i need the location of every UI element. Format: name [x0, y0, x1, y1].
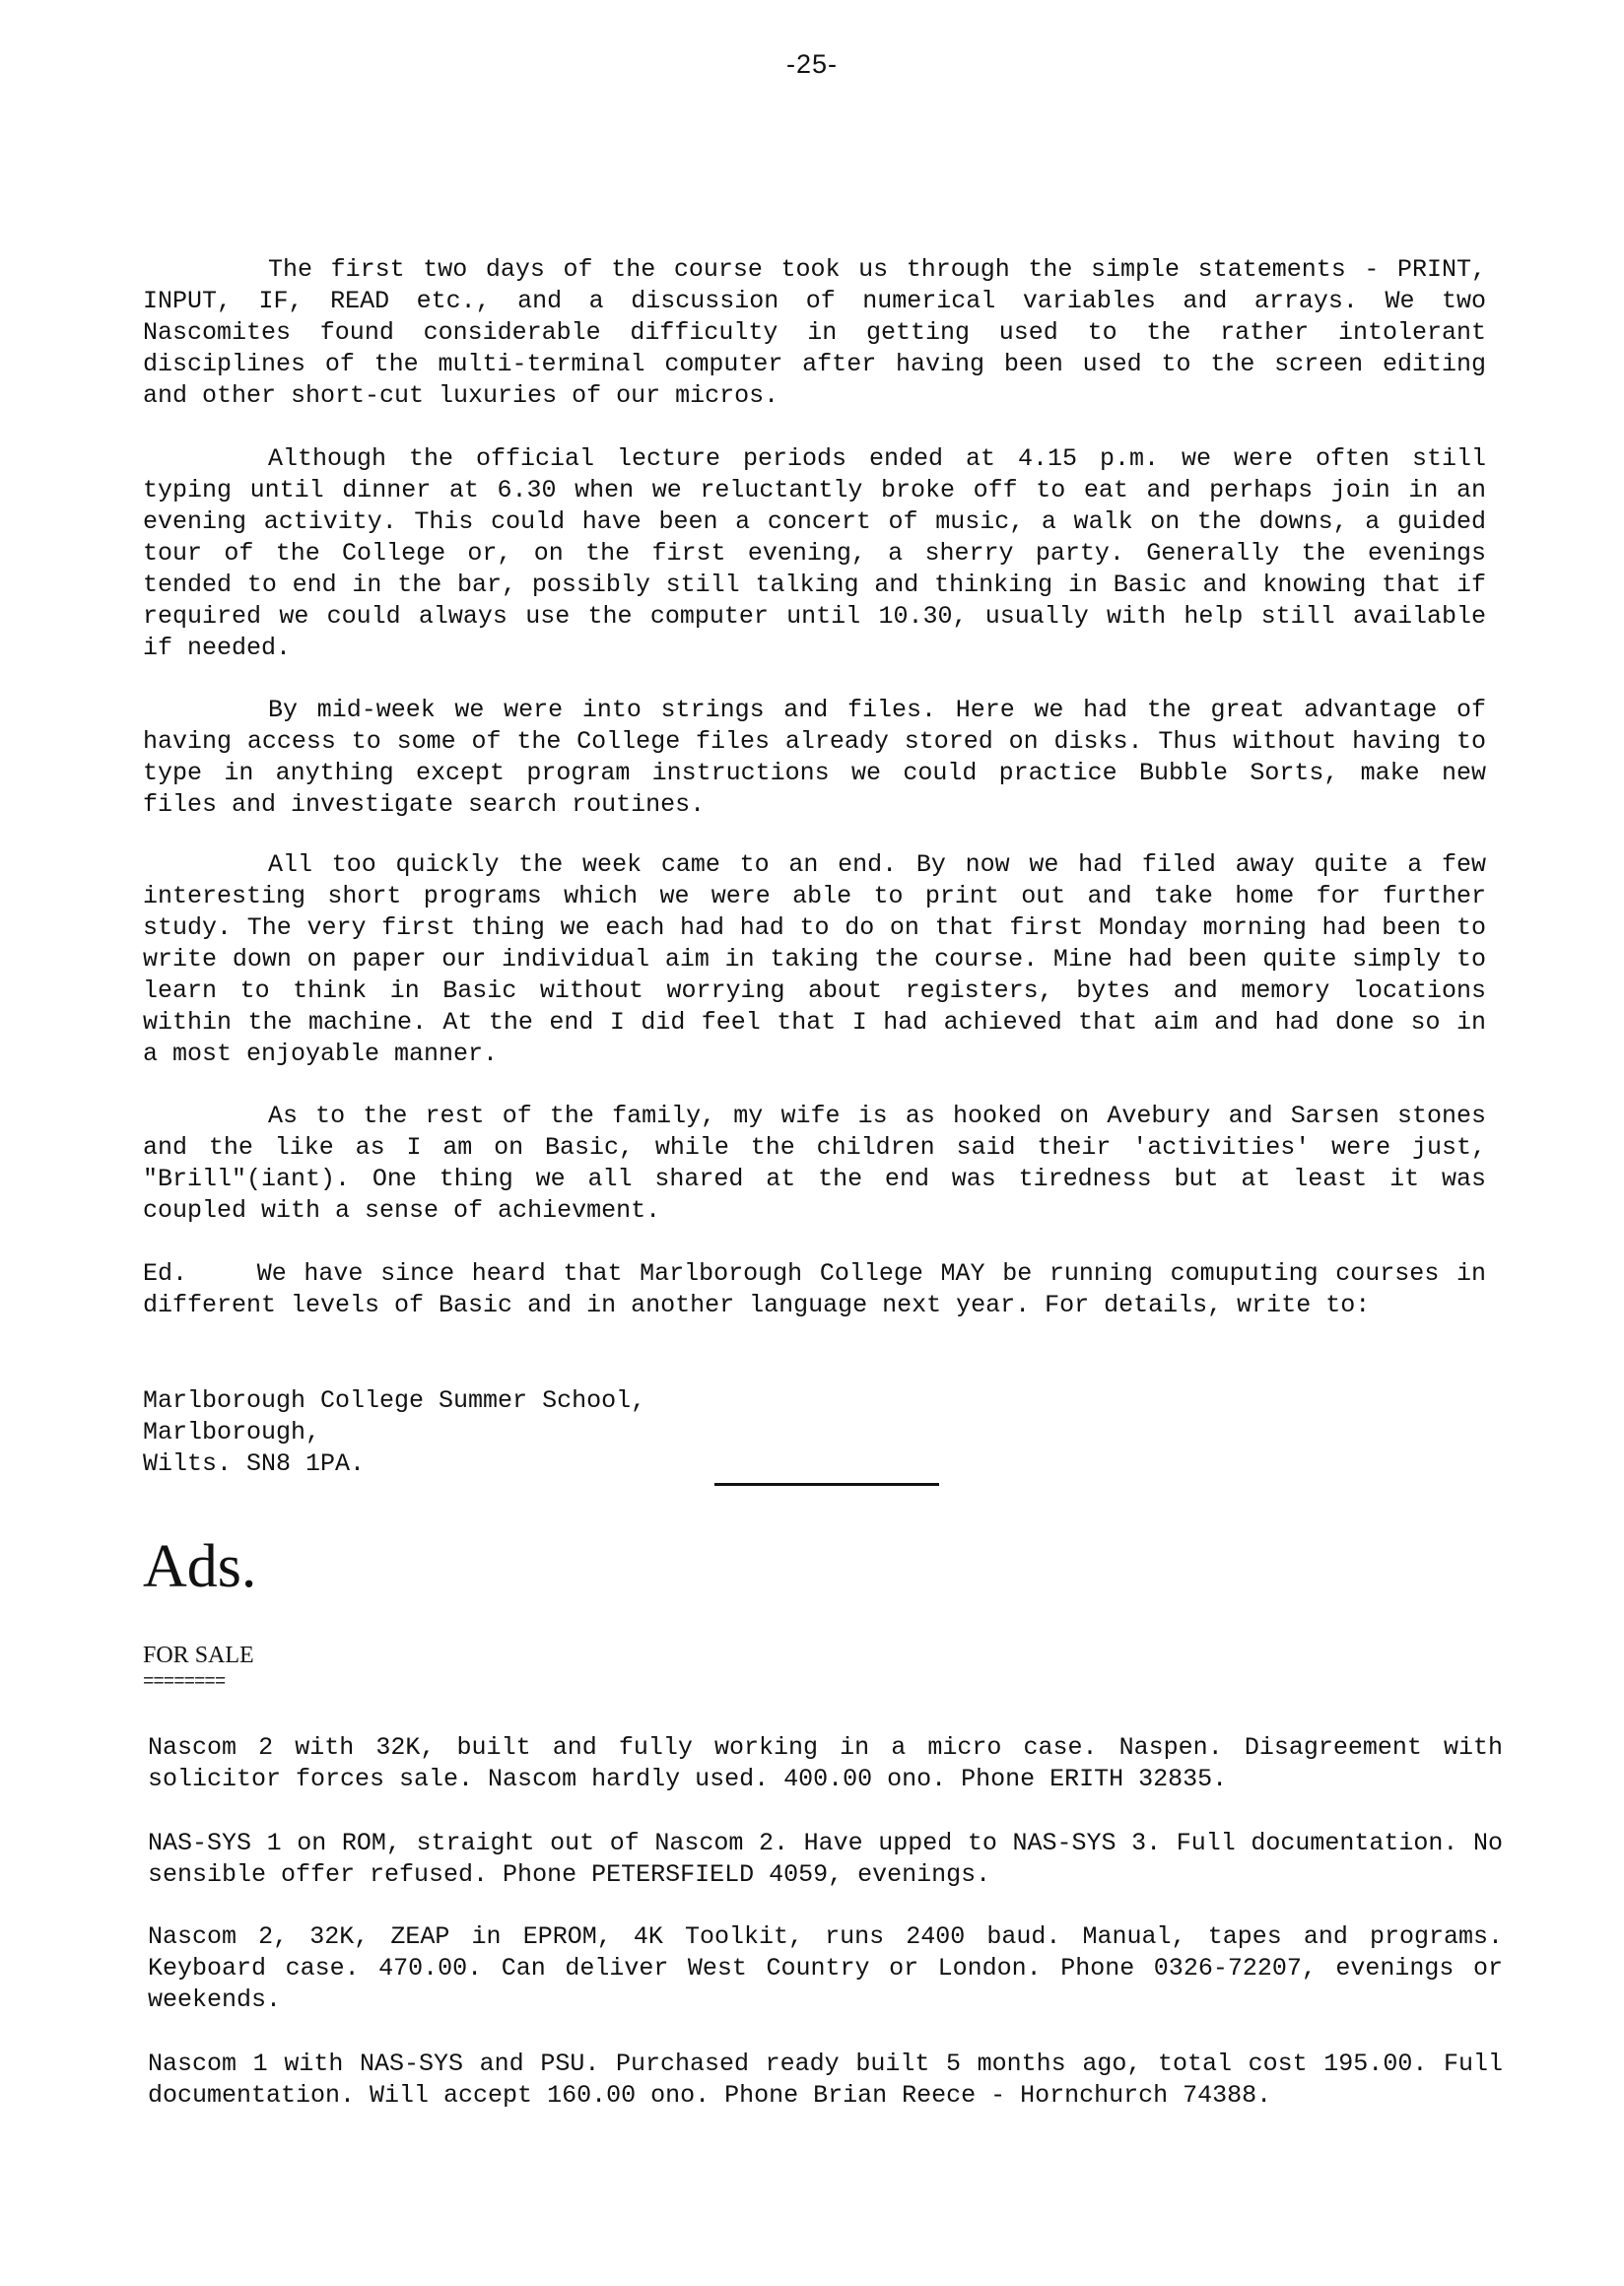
- editor-note: Ed. We have since heard that Marlborough College MAY be running comuputing courses in different levels of Basic and in another language next year. For details, write to:: [143, 1259, 1502, 1319]
- section-divider: [714, 1483, 939, 1486]
- page-number: -25-: [785, 49, 838, 79]
- ad-item-2: NAS-SYS 1 on ROM, straight out of Nascom 2. Have upped to NAS-SYS 3. Full documentation. No sensible offer refused. Phone PETERSFIELD 4059, evenings.: [148, 1829, 1503, 1889]
- address-line-2: Marlborough,: [143, 1418, 321, 1446]
- article-paragraph-2: Although the official lecture periods ended at 4.15 p.m. we were often still typing until dinner at 6.30 when we reluctantly broke off to eat and perhaps join in an evening activity. This could have been a concert of music, a walk on the downs, a guided tour of the College or, on the first evening, a sherry party. Generally the evenings tended to end in the bar, possibly still talking and thinking in Basic and knowing that if required we could always use the computer until 10.30, usually with help still available if needed.: [143, 444, 1486, 662]
- ad-item-4: Nascom 1 with NAS-SYS and PSU. Purchased ready built 5 months ago, total cost 195.00. Full documentation. Will accept 160.00 ono. Phone Brian Reece - Hornchurch 74388.: [148, 2050, 1503, 2110]
- address-line-3: Wilts. SN8 1PA.: [143, 1449, 366, 1478]
- article-paragraph-5: As to the rest of the family, my wife is as hooked on Avebury and Sarsen stones and the like as I am on Basic, while the children said their 'activities' were just, "Brill"(iant). One thing we all shared at the end was tiredness but at least it was coupled with a sense of achievment.: [143, 1102, 1486, 1225]
- article-paragraph-3: By mid-week we were into strings and files. Here we had the great advantage of having access to some of the College files already stored on disks. Thus without having to type in anything except program instructions we could practice Bubble Sorts, make new files and investigate search routines.: [143, 696, 1486, 819]
- ad-item-3: Nascom 2, 32K, ZEAP in EPROM, 4K Toolkit, runs 2400 baud. Manual, tapes and programs. Keyboard case. 470.00. Can deliver West Country or London. Phone 0326-72207, evenings or weekends.: [148, 1922, 1503, 2014]
- for-sale-underline: ========: [143, 1671, 226, 1693]
- ads-heading: Ads.: [143, 1533, 257, 1600]
- article-paragraph-1: The first two days of the course took us through the simple statements - PRINT, INPUT, IF, READ etc., and a discussion of numerical variables and arrays. We two Nascomites found considerable difficulty in getting used to the rather intolerant disciplines of the multi-terminal computer after having been used to the screen editing and other short-cut luxuries of our micros.: [143, 255, 1486, 410]
- for-sale-heading: FOR SALE: [143, 1643, 254, 1668]
- address-line-1: Marlborough College Summer School,: [143, 1386, 646, 1415]
- ad-item-1: Nascom 2 with 32K, built and fully working in a micro case. Naspen. Disagreement with solicitor forces sale. Nascom hardly used. 400.00 ono. Phone ERITH 32835.: [148, 1733, 1503, 1793]
- address-block: [143, 1385, 645, 1480]
- article-paragraph-4: All too quickly the week came to an end. By now we had filed away quite a few interesting short programs which we were able to print out and take home for further study. The very first thing we each had had to do on that first Monday morning had been to write down on paper our individual aim in taking the course. Mine had been quite simply to learn to think in Basic without worrying about registers, bytes and memory locations within the machine. At the end I did feel that I had achieved that aim and had done so in a most enjoyable manner.: [143, 850, 1486, 1068]
